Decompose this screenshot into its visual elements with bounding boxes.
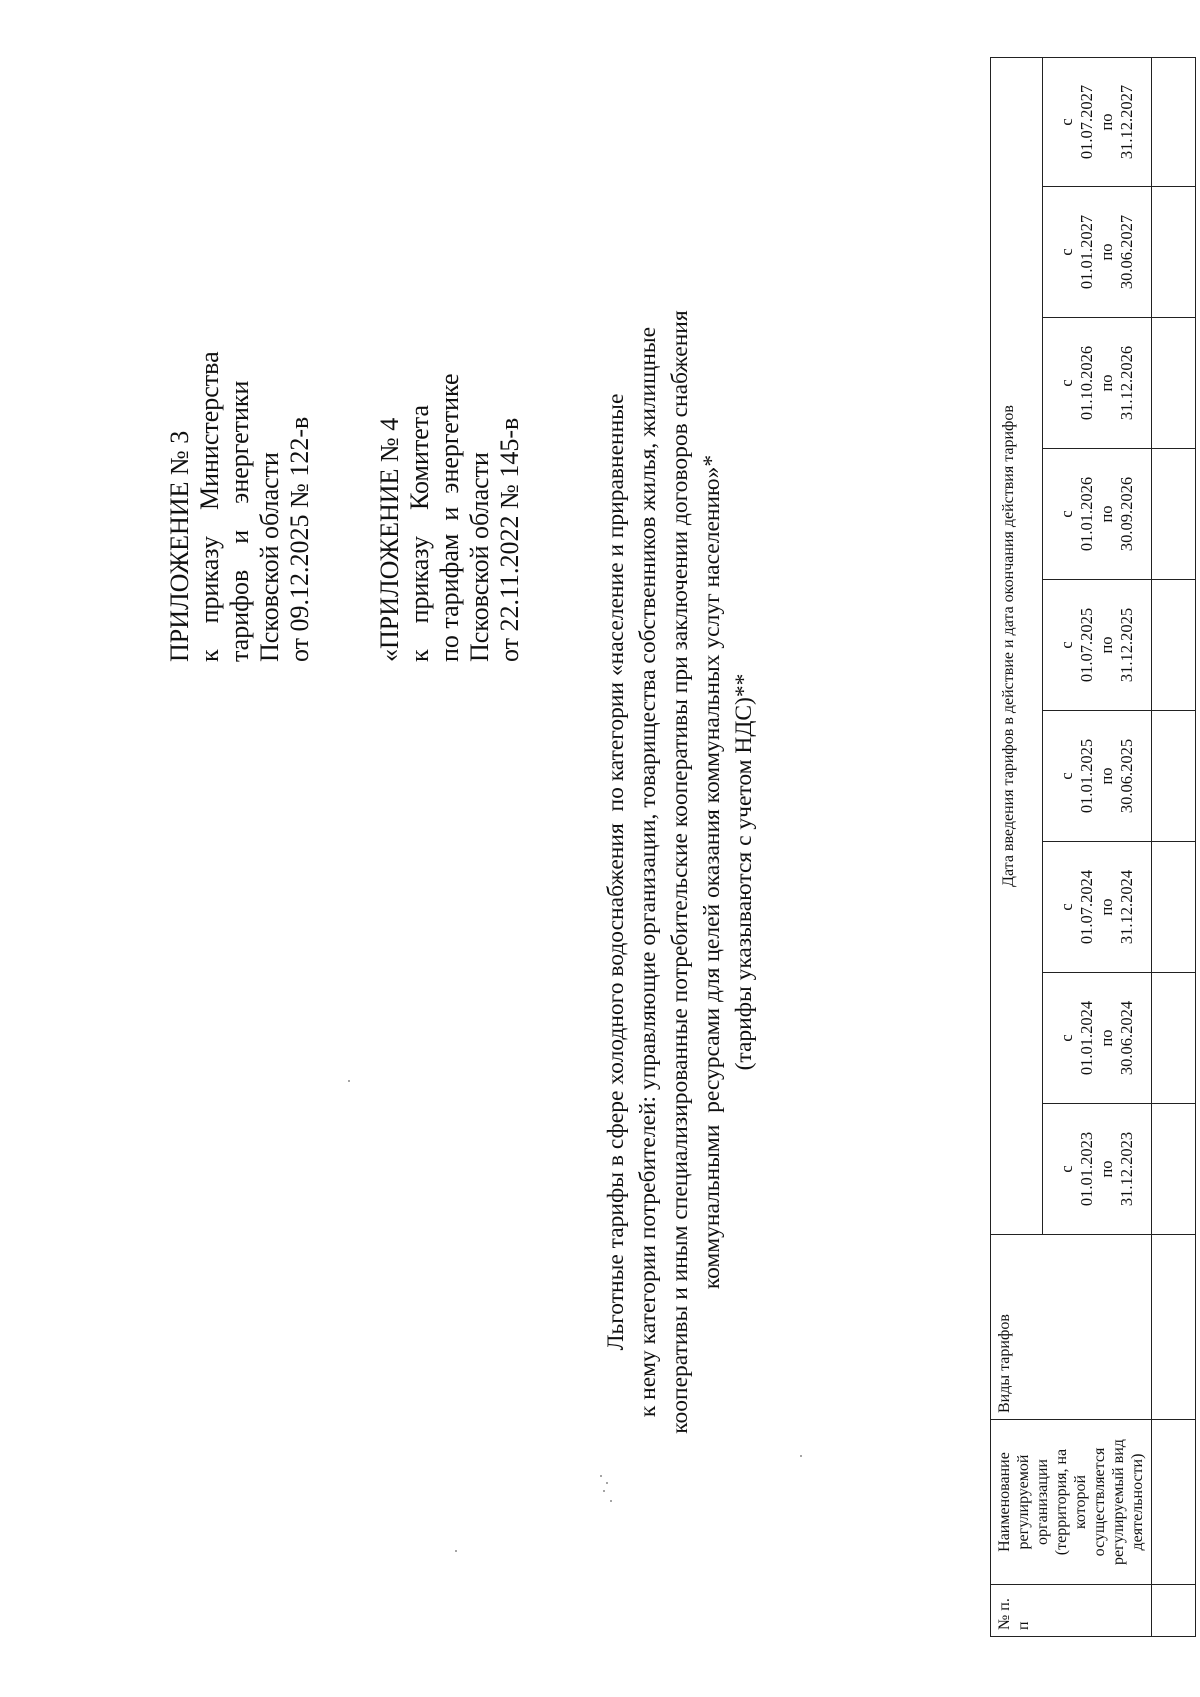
- table-cell: [1152, 57, 1196, 186]
- appendix-4-block: [375, 232, 525, 662]
- period-header-cell: с 01.01.2024 по 30.06.2024: [1043, 973, 1152, 1104]
- table-cell: [1152, 187, 1196, 318]
- appendix-4-line: Псковской области: [465, 452, 494, 662]
- period-header-cell: с 01.01.2027 по 30.06.2027: [1043, 187, 1152, 318]
- header-number: № п. п: [991, 1585, 1152, 1637]
- period-header-cell: с 01.01.2025 по 30.06.2025: [1043, 711, 1152, 842]
- header-organization-name: Наименование регулируемой организации (территория, на которой осуществляется регулируемый вид деятельности): [991, 1420, 1152, 1585]
- title-line: кооперативы и иным специализированные потребительские кооперативы при заключении договоров снабжения: [667, 310, 693, 1434]
- scan-speck: [455, 1550, 457, 1552]
- period-header-cell: с 01.07.2024 по 31.12.2024: [1043, 842, 1152, 973]
- table-cell: [1152, 973, 1196, 1104]
- header-period-span: Дата введения тарифов в действие и дата окончания действия тарифов: [991, 57, 1043, 1234]
- period-header-cell: с 01.07.2025 по 31.12.2025: [1043, 580, 1152, 711]
- title-line: коммунальными ресурсами для целей оказания коммунальных услуг населению»*: [699, 454, 725, 1290]
- appendix-4-line: «ПРИЛОЖЕНИЕ № 4: [375, 417, 404, 662]
- table-cell: [1152, 842, 1196, 973]
- tariff-table: [990, 57, 1196, 1637]
- table-cell: [1152, 1104, 1196, 1235]
- appendix-3-block: [165, 232, 315, 662]
- scan-speck: [610, 1500, 612, 1502]
- appendix-3-line: Псковской области: [255, 452, 284, 662]
- scan-speck: [603, 1490, 605, 1492]
- appendix-4-line: к приказу Комитета: [405, 404, 434, 662]
- period-header-cell: с 01.07.2027 по 31.12.2027: [1043, 57, 1152, 186]
- table-row: [1152, 57, 1196, 1636]
- appendix-3-line: от 09.12.2025 № 122-в: [285, 416, 314, 662]
- period-header-cell: с 01.10.2026 по 31.12.2026: [1043, 318, 1152, 449]
- scan-speck: [348, 1080, 350, 1082]
- table-cell: [1152, 1235, 1196, 1420]
- title-line: Льготные тарифы в сфере холодного водоснабжения по категории «население и приравненные: [603, 393, 629, 1351]
- scan-speck: [800, 1455, 802, 1457]
- appendix-4-line: по тарифам и энергетике: [435, 373, 464, 662]
- table-cell: [1152, 1420, 1196, 1585]
- scan-speck: [600, 1475, 602, 1477]
- appendix-3-line: к приказу Министерства: [195, 351, 224, 662]
- appendix-3-line: ПРИЛОЖЕНИЕ № 3: [165, 430, 194, 662]
- table-cell: [1152, 1585, 1196, 1637]
- appendix-3-line: тарифов и энергетики: [225, 380, 254, 662]
- table-cell: [1152, 318, 1196, 449]
- table-cell: [1152, 449, 1196, 580]
- period-header-cell: с 01.01.2026 по 30.09.2026: [1043, 449, 1152, 580]
- appendix-4-line: от 22.11.2022 № 145-в: [495, 417, 524, 662]
- header-tariff-types: Виды тарифов: [991, 1235, 1152, 1420]
- document-title: [600, 107, 760, 1637]
- title-line: к нему категории потребителей: управляющие организации, товарищества собственников жилья, жилищные: [635, 326, 661, 1418]
- period-header-cell: с 01.01.2023 по 31.12.2023: [1043, 1104, 1152, 1235]
- table-header-row: [991, 57, 1043, 1636]
- table-cell: [1152, 580, 1196, 711]
- table-cell: [1152, 711, 1196, 842]
- title-line: (тарифы указываются с учетом НДС)**: [731, 673, 757, 1071]
- scan-speck: [606, 1482, 608, 1484]
